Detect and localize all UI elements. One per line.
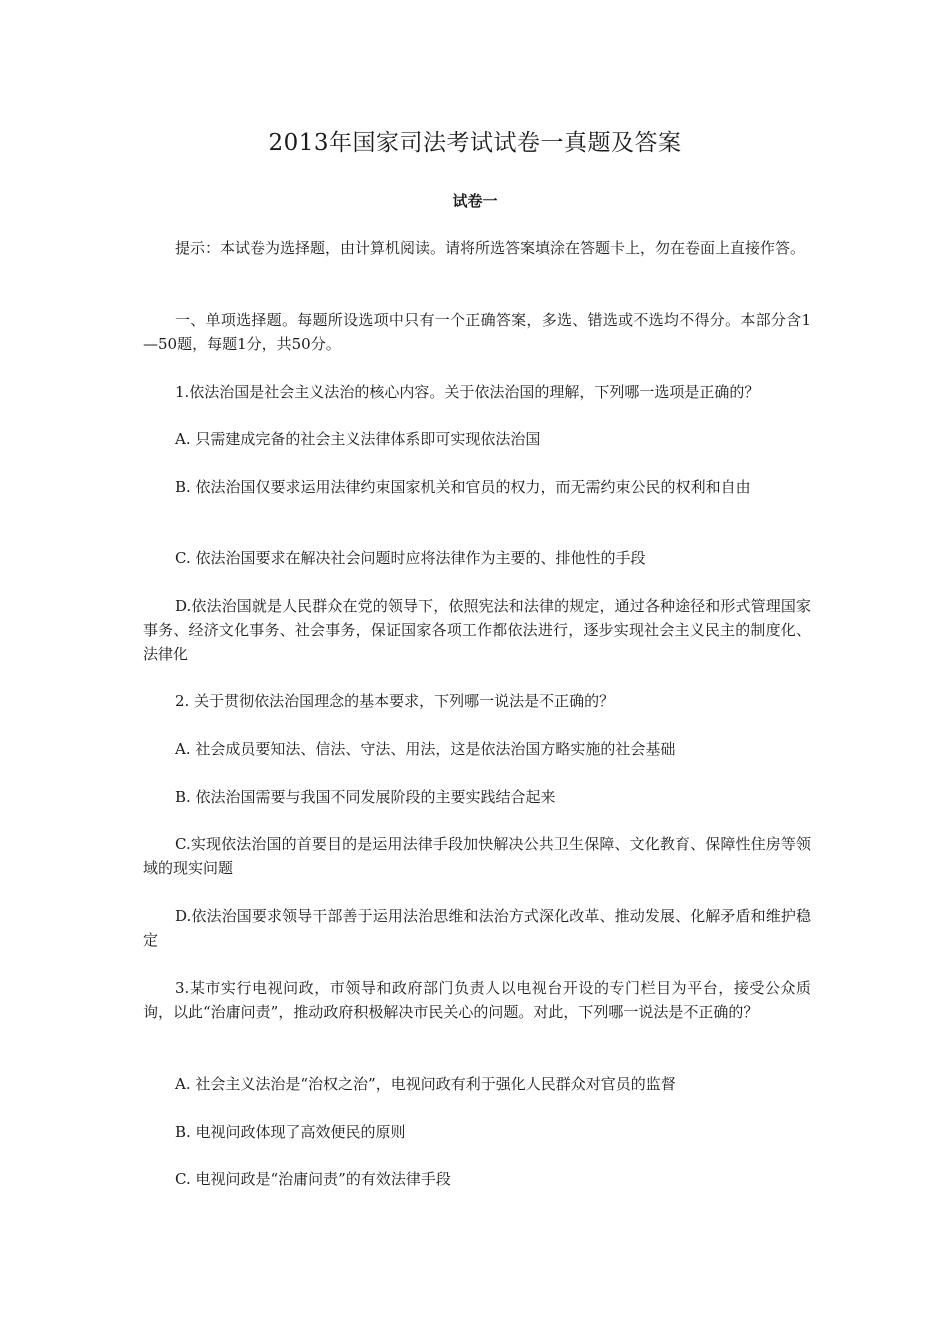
- question-2: 2. 关于贯彻依法治国理念的基本要求，下列哪一说法是不正确的？: [175, 692, 615, 710]
- question-1: 1.依法治国是社会主义法治的核心内容。关于依法治国的理解，下列哪一选项是正确的？: [175, 383, 760, 401]
- question-2-option-c: C.实现依法治国的首要目的是运用法律手段加快解决公共卫生保障、文化教育、保障性住房等领域的现实问题: [143, 835, 811, 877]
- question-3-option-b: B. 电视问政体现了高效便民的原则: [175, 1123, 406, 1141]
- question-3: 3.某市实行电视问政，市领导和政府部门负责人以电视台开设的专门栏目为平台，接受公众质询，以此“治庸问责”，推动政府积极解决市民关心的问题。对此，下列哪一说法是不正确的？: [143, 979, 811, 1021]
- question-2-option-a: A. 社会成员要知法、信法、守法、用法，这是依法治国方略实施的社会基础: [175, 740, 676, 758]
- question-1-option-a: A. 只需建成完备的社会主义法律体系即可实现依法治国: [175, 430, 541, 448]
- question-1-option-b: B. 依法治国仅要求运用法律约束国家机关和官员的权力，而无需约束公民的权利和自由: [175, 478, 751, 496]
- question-3-option-c: C. 电视问政是“治庸问责”的有效法律手段: [175, 1170, 451, 1188]
- instructions-paragraph: 提示：本试卷为选择题，由计算机阅读。请将所选答案填涂在答题卡上，勿在卷面上直接作答。: [175, 239, 806, 257]
- paper-subtitle: 试卷一: [452, 192, 498, 210]
- question-1-option-c: C. 依法治国要求在解决社会问题时应将法律作为主要的、排他性的手段: [175, 549, 646, 567]
- document-title: 2013年国家司法考试试卷一真题及答案: [268, 130, 682, 156]
- section-heading-paragraph: 一、单项选择题。每题所设选项中只有一个正确答案，多选、错选或不选均不得分。本部分含1—50题，每题1分，共50分。: [143, 311, 811, 353]
- question-2-option-d: D.依法治国要求领导干部善于运用法治思维和法治方式深化改革、推动发展、化解矛盾和维护稳定: [143, 907, 811, 949]
- question-3-option-a: A. 社会主义法治是“治权之治”，电视问政有利于强化人民群众对官员的监督: [175, 1075, 676, 1093]
- question-1-option-d: D.依法治国就是人民群众在党的领导下，依照宪法和法律的规定，通过各种途径和形式管理国家事务、经济文化事务、社会事务，保证国家各项工作都依法进行，逐步实现社会主义民主的制度化、法律化: [143, 597, 811, 663]
- question-2-option-b: B. 依法治国需要与我国不同发展阶段的主要实践结合起来: [175, 788, 556, 806]
